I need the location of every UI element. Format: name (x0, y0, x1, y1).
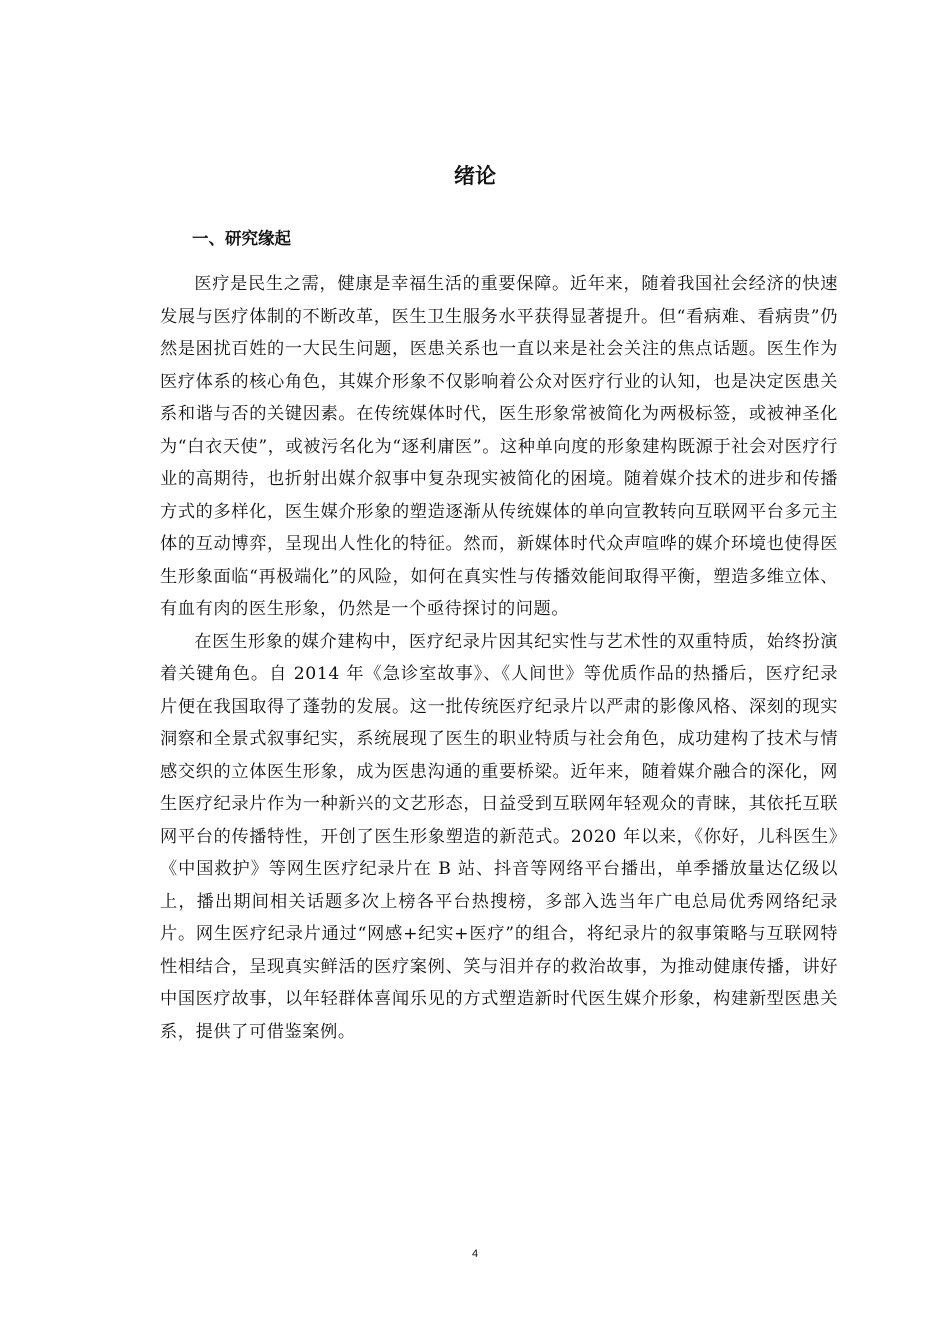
page-number: 4 (471, 1248, 479, 1260)
body-text (160, 268, 838, 1048)
paragraph: 医疗是民生之需，健康是幸福生活的重要保障。近年来，随着我国社会经济的快速发展与医疗体制的不断改革，医生卫生服务水平获得显著提升。但“看病难、看病贵”仍然是困扰百姓的一大民生问题，医患关系也一直以来是社会关注的焦点话题。医生作为医疗体系的核心角色，其媒介形象不仅影响着公众对医疗行业的认知，也是决定医患关系和谐与否的关键因素。在传统媒体时代，医生形象常被简化为两极标签，或被神圣化为“白衣天使”，或被污名化为“逐利庸医”。这种单向度的形象建构既源于社会对医疗行业的高期待，也折射出媒介叙事中复杂现实被简化的困境。随着媒介技术的进步和传播方式的多样化，医生媒介形象的塑造逐渐从传统媒体的单向宣教转向互联网平台多元主体的互动博弈，呈现出人性化的特征。然而，新媒体时代众声喧哗的媒介环境也使得医生形象面临“再极端化”的风险，如何在真实性与传播效能间取得平衡，塑造多维立体、有血有肉的医生形象，仍然是一个亟待探讨的问题。 (160, 274, 838, 619)
section-heading: 一、研究缘起 (192, 229, 291, 248)
chapter-title: 绪论 (454, 164, 496, 188)
paragraph: 在医生形象的媒介建构中，医疗纪录片因其纪实性与艺术性的双重特质，始终扮演着关键角色。自 2014 年《急诊室故事》、《人间世》等优质作品的热播后，医疗纪录片便在我国取得了蓬勃的发展。这一批传统医疗纪录片以严肃的影像风格、深刻的现实洞察和全景式叙事纪实，系统展现了医生的职业特质与社会角色，成功建构了技术与情感交织的立体医生形象，成为医患沟通的重要桥梁。近年来，随着媒介融合的深化，网生医疗纪录片作为一种新兴的文艺形态，日益受到互联网年轻观众的青睐，其依托互联网平台的传播特性，开创了医生形象塑造的新范式。2020 年以来，《你好，儿科医生》《中国救护》等网生医疗纪录片在 B 站、抖音等网络平台播出，单季播放量达亿级以上，播出期间相关话题多次上榜各平台热搜榜，多部入选当年广电总局优秀网络纪录片。网生医疗纪录片通过“网感+纪实+医疗”的组合，将纪录片的叙事策略与互联网特性相结合，呈现真实鲜活的医疗案例、笑与泪并存的救治故事，为推动健康传播，讲好中国医疗故事，以年轻群体喜闻乐见的方式塑造新时代医生媒介形象，构建新型医患关系，提供了可借鉴案例。 (160, 631, 838, 1042)
